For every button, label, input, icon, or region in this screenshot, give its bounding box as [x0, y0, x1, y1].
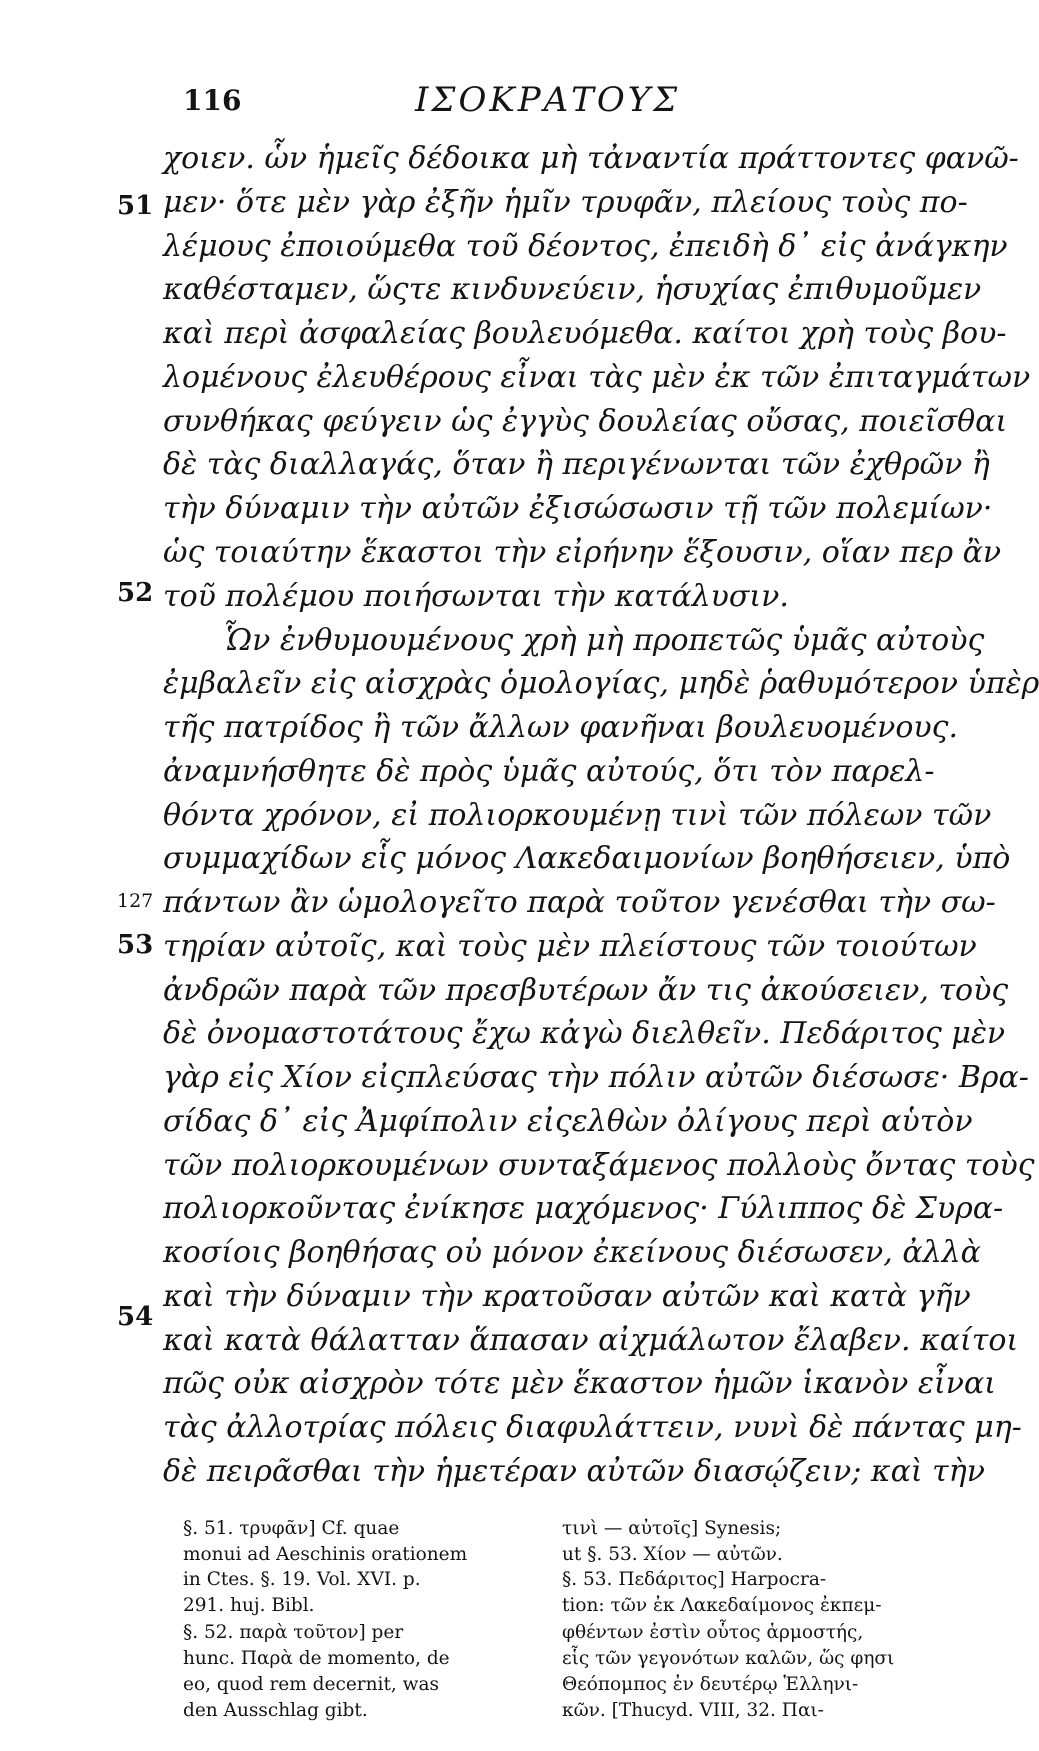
text-line: πῶς οὐκ αἰσχρὸν τότε μὲν ἕκαστον ἡμῶν ἱκανὸν εἶναι [163, 1366, 996, 1401]
text-line: ὡς τοιαύτην ἕκαστοι τὴν εἰρήνην ἕξουσιν, οἵαν περ ἂν [163, 535, 1002, 570]
text-line: συνθήκας φεύγειν ὡς ἐγγὺς δουλείας οὔσας, ποιεῖσθαι [163, 404, 1008, 439]
text-line: τηρίαν αὐτοῖς, καὶ τοὺς μὲν πλείστους τῶν τοιούτων [163, 929, 977, 964]
text-line: τῆς πατρίδος ἢ τῶν ἄλλων φανῆναι βουλευομένους. [163, 710, 958, 745]
footnote-line: ut §. 53. Χίον — αὐτῶν. [562, 1544, 783, 1565]
footnote-line: Θεόπομπος ἐν δευτέρῳ Ἑλληνι- [562, 1674, 859, 1695]
text-line: τὰς ἀλλοτρίας πόλεις διαφυλάττειν, νυνὶ δὲ πάντας μη- [163, 1410, 1022, 1445]
text-line: δὲ ὀνομαστοτάτους ἔχω κἀγὼ διελθεῖν. Πεδάριτος μὲν [163, 1016, 1006, 1051]
footnote-line: monui ad Aeschinis orationem [183, 1544, 468, 1565]
text-line: μεν· ὅτε μὲν γὰρ ἐξῆν ἡμῖν τρυφᾶν, πλείους τοὺς πο- [163, 185, 968, 220]
text-line: ἐμβαλεῖν εἰς αἰσχρὰς ὁμολογίας, μηδὲ ῥαθυμότερον ὑπὲρ [163, 666, 1039, 701]
page-number: 116 [183, 84, 242, 117]
text-line: πολιορκοῦντας ἐνίκησε μαχόμενος· Γύλιππος δὲ Συρα- [163, 1191, 1004, 1226]
text-line: ἀνδρῶν παρὰ τῶν πρεσβυτέρων ἄν τις ἀκούσειεν, τοὺς [163, 973, 1009, 1008]
text-line: λέμους ἐποιούμεθα τοῦ δέοντος, ἐπειδὴ δ᾽ εἰς ἀνάγκην [163, 229, 1008, 264]
footnote-line: in Ctes. §. 19. Vol. XVI. p. [183, 1569, 421, 1590]
text-line: τοῦ πολέμου ποιήσωνται τὴν κατάλυσιν. [163, 579, 789, 614]
text-line: κοσίοις βοηθήσας οὐ μόνον ἐκείνους διέσωσεν, ἀλλὰ [163, 1235, 981, 1270]
text-line: λομένους ἐλευθέρους εἶναι τὰς μὲν ἐκ τῶν ἐπιταγμάτων [163, 360, 1031, 395]
text-line: γὰρ εἰς Χίον εἰςπλεύσας τὴν πόλιν αὐτῶν διέσωσε· Βρα- [163, 1060, 1029, 1095]
text-line: καὶ τὴν δύναμιν τὴν κρατοῦσαν αὐτῶν καὶ κατὰ γῆν [163, 1279, 971, 1314]
section-number: 52 [117, 578, 154, 608]
footnote-line: 291. huj. Bibl. [183, 1595, 315, 1616]
running-head: ΙΣΟΚΡΑΤΟΥΣ [415, 80, 681, 120]
text-line: Ὧν ἐνθυμουμένους χρὴ μὴ προπετῶς ὑμᾶς αὐτοὺς [223, 623, 985, 658]
footnote-line: φθέντων ἐστὶν οὗτος ἁρμοστής, [562, 1622, 864, 1643]
footnote-line: §. 53. Πεδάριτος] Harpocra- [562, 1569, 827, 1590]
text-line: δὲ πειρᾶσθαι τὴν ἡμετέραν αὐτῶν διασῴζειν; καὶ τὴν [163, 1454, 985, 1489]
footnote-line: §. 51. τρυφᾶν] Cf. quae [183, 1518, 400, 1539]
text-line: καὶ περὶ ἀσφαλείας βουλευόμεθα. καίτοι χρὴ τοὺς βου- [163, 316, 1007, 351]
text-line: χοιεν. ὧν ἡμεῖς δέδοικα μὴ τἀναντία πράττοντες φανῶ- [163, 141, 1019, 176]
section-number: 54 [117, 1302, 154, 1332]
footnote-line: den Ausschlag gibt. [183, 1700, 368, 1721]
section-number: 53 [117, 930, 154, 960]
text-line: τὴν δύναμιν τὴν αὐτῶν ἐξισώσωσιν τῇ τῶν πολεμίων· [163, 491, 993, 526]
text-line: θόντα χρόνον, εἰ πολιορκουμένῃ τινὶ τῶν πόλεων τῶν [163, 798, 992, 833]
text-line: καθέσταμεν, ὥςτε κινδυνεύειν, ἡσυχίας ἐπιθυμοῦμεν [163, 272, 982, 307]
text-line: καὶ κατὰ θάλατταν ἅπασαν αἰχμάλωτον ἔλαβεν. καίτοι [163, 1323, 1019, 1358]
text-line: συμμαχίδων εἷς μόνος Λακεδαιμονίων βοηθήσειεν, ὑπὸ [163, 841, 1011, 876]
footnote-line: εἷς τῶν γεγονότων καλῶν, ὥς φησι [562, 1648, 895, 1669]
text-line: σίδας δ᾽ εἰς Ἀμφίπολιν εἰςελθὼν ὀλίγους περὶ αὑτὸν [163, 1104, 973, 1139]
footnote-line: §. 52. παρὰ τοῦτον] per [183, 1622, 404, 1643]
text-line: δὲ τὰς διαλλαγάς, ὅταν ἢ περιγένωνται τῶν ἐχθρῶν ἢ [163, 447, 990, 482]
section-number: 51 [117, 191, 154, 221]
margin-page-reference: 127 [117, 890, 154, 912]
footnote-line: κῶν. [Thucyd. VIII, 32. Παι- [562, 1700, 824, 1721]
footnote-line: tion: τῶν ἐκ Λακεδαίμονος ἐκπεμ- [562, 1595, 882, 1616]
text-line: πάντων ἂν ὡμολογεῖτο παρὰ τοῦτον γενέσθαι τὴν σω- [163, 885, 996, 920]
footnote-line: τινὶ — αὐτοῖς] Synesis; [562, 1518, 782, 1539]
footnote-line: hunc. Παρὰ de momento, de [183, 1648, 450, 1669]
text-line: ἀναμνήσθητε δὲ πρὸς ὑμᾶς αὐτούς, ὅτι τὸν παρελ- [163, 754, 935, 789]
text-line: τῶν πολιορκουμένων συνταξάμενος πολλοὺς ὄντας τοὺς [163, 1148, 1035, 1183]
footnote-line: eo, quod rem decernit, was [183, 1674, 440, 1695]
